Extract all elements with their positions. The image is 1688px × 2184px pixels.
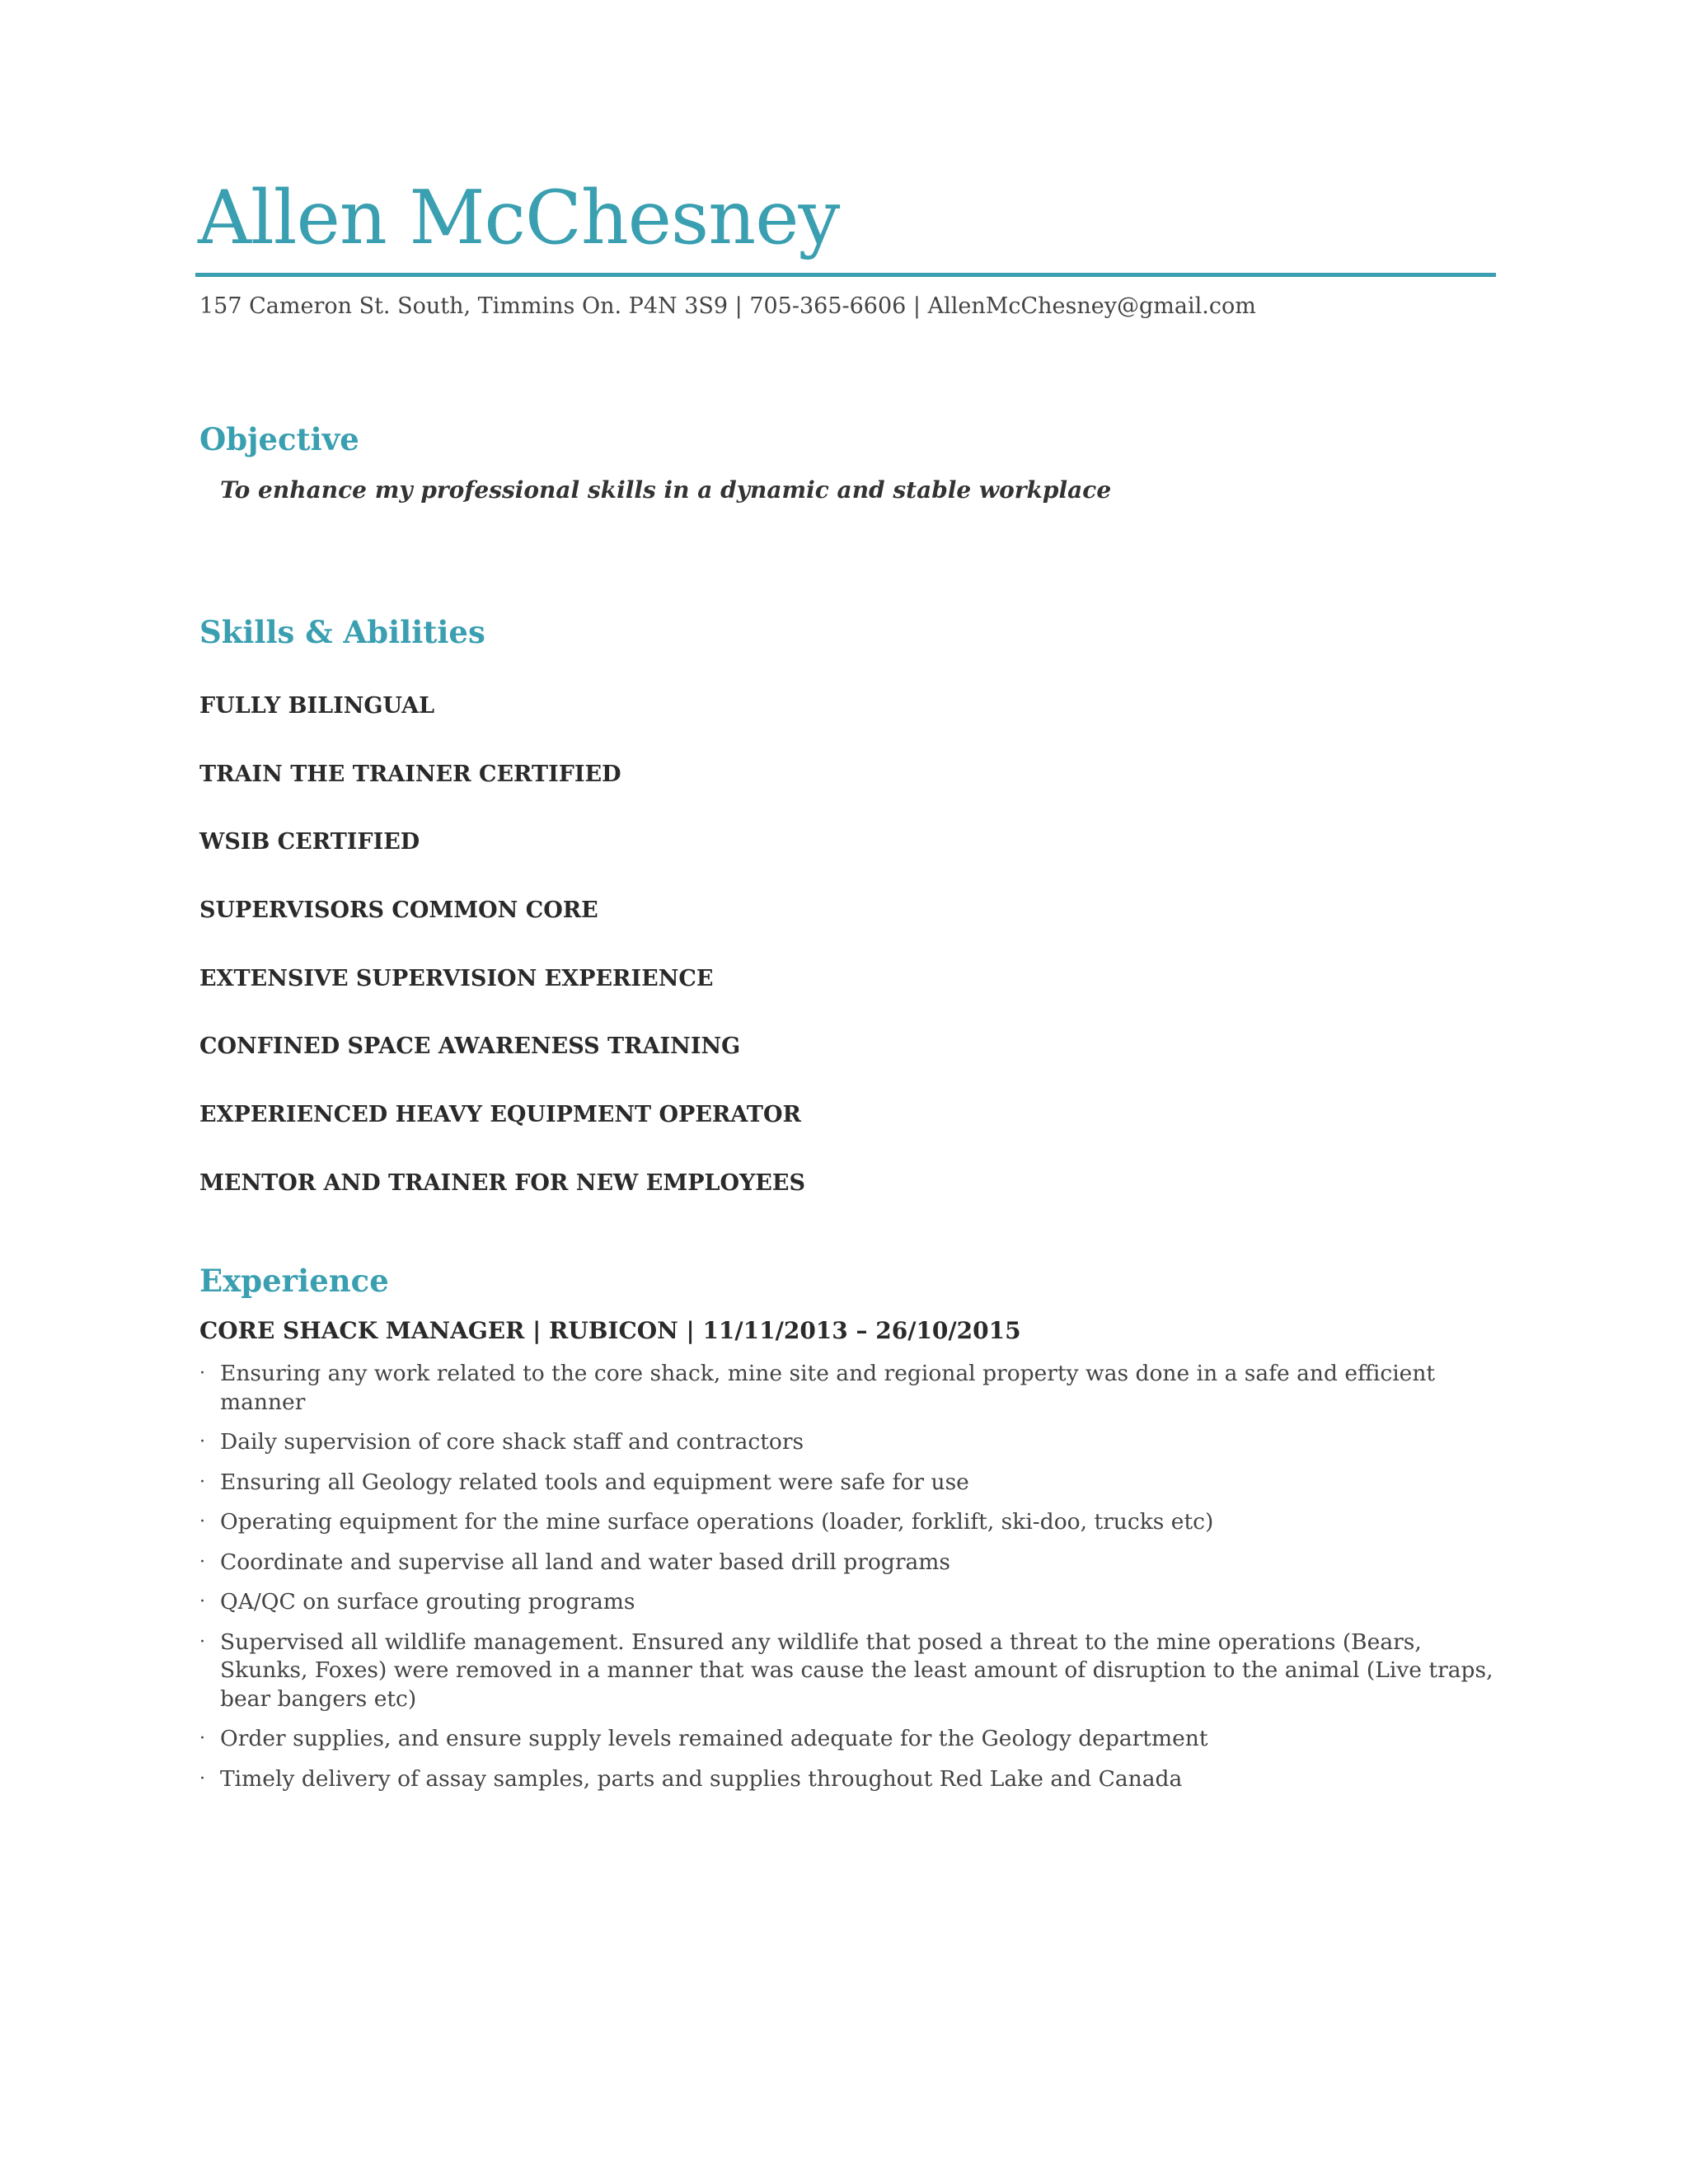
bullet-icon: · bbox=[199, 1432, 205, 1452]
bullet-text: Operating equipment for the mine surface operations (loader, forklift, ski-doo, trucks etc) bbox=[220, 1509, 1214, 1535]
bullet-text: Order supplies, and ensure supply levels remained adequate for the Geology department bbox=[220, 1726, 1208, 1751]
skill-item: SUPERVISORS COMMON CORE bbox=[199, 898, 598, 924]
experience-bullet bbox=[199, 1629, 1502, 1714]
bullet-text: Daily supervision of core shack staff and contractors bbox=[220, 1429, 804, 1455]
experience-bullet bbox=[199, 1360, 1502, 1417]
skill-item: CONFINED SPACE AWARENESS TRAINING bbox=[199, 1033, 741, 1060]
experience-bullet bbox=[199, 1588, 1502, 1617]
bullet-text: Coordinate and supervise all land and water based drill programs bbox=[220, 1549, 951, 1575]
job-title: CORE SHACK MANAGER | RUBICON | 11/11/2013 – 26/10/2015 bbox=[199, 1317, 1021, 1344]
objective-heading: Objective bbox=[199, 421, 359, 457]
skill-item: FULLY BILINGUAL bbox=[199, 693, 435, 719]
header-divider bbox=[195, 273, 1496, 277]
experience-bullet bbox=[199, 1508, 1502, 1537]
candidate-name: Allen McChesney bbox=[198, 175, 840, 261]
skills-heading: Skills & Abilities bbox=[199, 614, 485, 650]
bullet-text: QA/QC on surface grouting programs bbox=[220, 1589, 635, 1615]
experience-bullets bbox=[199, 1360, 1502, 1805]
bullet-icon: · bbox=[199, 1511, 205, 1532]
bullet-text: Timely delivery of assay samples, parts and supplies throughout Red Lake and Canada bbox=[220, 1765, 1183, 1792]
bullet-icon: · bbox=[199, 1471, 205, 1493]
skill-item: EXTENSIVE SUPERVISION EXPERIENCE bbox=[199, 965, 714, 991]
bullet-icon: · bbox=[199, 1631, 205, 1652]
bullet-icon: · bbox=[199, 1363, 205, 1384]
experience-bullet bbox=[199, 1725, 1502, 1754]
objective-text: To enhance my professional skills in a dynamic and stable workplace bbox=[220, 476, 1112, 504]
bullet-icon: · bbox=[199, 1551, 205, 1572]
contact-info: 157 Cameron St. South, Timmins On. P4N 3S9 | 705-365-6606 | AllenMcChesney@gmail.com bbox=[199, 293, 1256, 319]
bullet-icon: · bbox=[199, 1591, 205, 1612]
skill-item: MENTOR AND TRAINER FOR NEW EMPLOYEES bbox=[199, 1169, 805, 1196]
experience-bullet bbox=[199, 1549, 1502, 1577]
bullet-text: Ensuring all Geology related tools and equipment were safe for use bbox=[220, 1469, 969, 1495]
experience-bullet bbox=[199, 1765, 1502, 1794]
bullet-icon: · bbox=[199, 1768, 205, 1789]
skill-item: EXPERIENCED HEAVY EQUIPMENT OPERATOR bbox=[199, 1102, 801, 1128]
experience-bullet bbox=[199, 1469, 1502, 1497]
experience-bullet bbox=[199, 1428, 1502, 1457]
bullet-icon: · bbox=[199, 1728, 205, 1749]
skills-list bbox=[199, 691, 805, 1236]
experience-heading: Experience bbox=[199, 1263, 389, 1299]
bullet-text: Supervised all wildlife management. Ensured any wildlife that posed a threat to the mine operations (Bears, Skunks, Foxes) were removed in a manner that was cause the least amount of disruption to the animal (Live traps, bear bangers etc) bbox=[220, 1629, 1493, 1712]
skill-item: TRAIN THE TRAINER CERTIFIED bbox=[199, 761, 621, 787]
skill-item: WSIB CERTIFIED bbox=[199, 829, 420, 855]
bullet-text: Ensuring any work related to the core shack, mine site and regional property was done in a safe and efficient manner bbox=[220, 1361, 1436, 1415]
